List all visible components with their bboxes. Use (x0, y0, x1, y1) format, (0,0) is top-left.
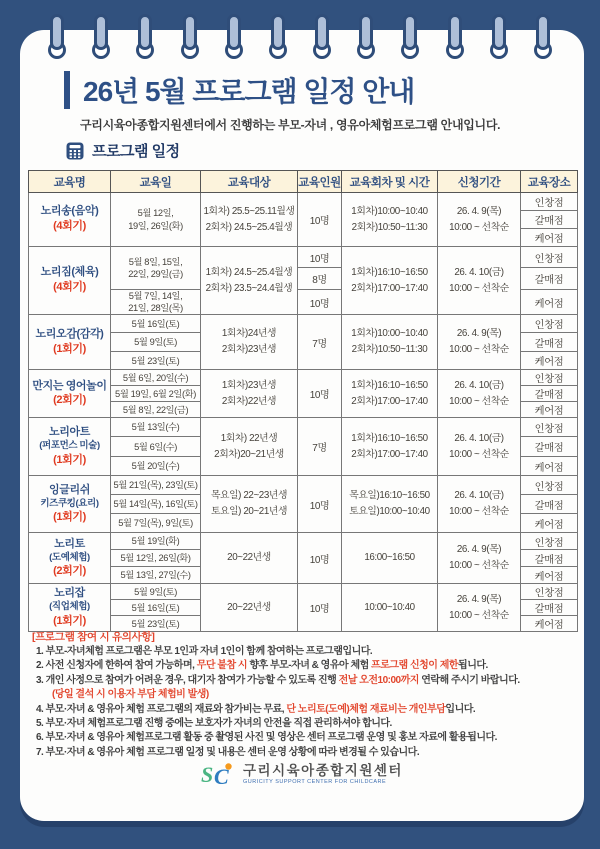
period-cell: 26. 4. 10(금) 10:00 ~ 선착순 (438, 370, 521, 418)
location-cell: 인창점 (521, 315, 578, 333)
notebook-card (20, 30, 584, 821)
time-cell: 1회차)10:00~10:40 2회차)10:50~11:30 (342, 193, 438, 247)
binder-ring (179, 14, 201, 66)
date-cell: 5월 6일, 20일(수) (111, 370, 201, 386)
program-name-cell: 노리잡 (직업체험) (1회기) (29, 584, 111, 632)
time-cell: 16:00~16:50 (342, 533, 438, 584)
column-header: 교육장소 (521, 171, 578, 193)
column-header: 신청기간 (438, 171, 521, 193)
location-cell: 갈매점 (521, 600, 578, 616)
location-cell: 케어점 (521, 457, 578, 476)
column-header: 교육대상 (201, 171, 298, 193)
date-cell: 5월 14일(목), 16일(토) (111, 495, 201, 514)
notes-list (32, 645, 578, 760)
note-item: (당일 결석 시 이용자 부담 체험비 발생) (52, 689, 209, 701)
program-name-cell: 노리송(음악) (4회기) (29, 193, 111, 247)
table-row (29, 193, 578, 211)
location-cell: 갈매점 (521, 211, 578, 229)
period-cell: 26. 4. 9(목) 10:00 ~ 선착순 (438, 533, 521, 584)
location-cell: 갈매점 (521, 550, 578, 567)
footer (20, 760, 584, 788)
binder-ring (267, 14, 289, 66)
note-item: 7. 부모·자녀 & 영유아 체험 프로그램 일정 및 내용은 센터 운영 상황에 따라 변경될 수 있습니다. (36, 746, 420, 758)
date-cell: 5월 12일, 19일, 26일(화) (111, 193, 201, 247)
location-cell: 갈매점 (521, 386, 578, 402)
svg-text:S: S (201, 762, 214, 787)
schedule-table-body (29, 193, 578, 632)
date-cell: 5월 8일, 22일(금) (111, 402, 201, 418)
time-cell: 목요일)16:10~16:50 토요일)10:00~10:40 (342, 476, 438, 533)
target-cell: 목요일) 22~23년생 토요일) 20~21년생 (201, 476, 298, 533)
time-cell: 1회차)16:10~16:50 2회차)17:00~17:40 (342, 370, 438, 418)
ring-pin (271, 14, 285, 50)
date-cell: 5월 23일(토) (111, 616, 201, 632)
ring-pin (403, 14, 417, 50)
table-row (29, 370, 578, 386)
binder-ring (223, 14, 245, 66)
note-item: 1. 부모-자녀체험 프로그램은 부모 1인과 자녀 1인이 함께 참여하는 프로그램입니다. (36, 646, 373, 657)
target-cell: 1회차) 25.5~25.11월생 2회차) 24.5~25.4월생 (201, 193, 298, 247)
capacity-cell: 10명 (298, 476, 342, 533)
capacity-cell: 7명 (298, 418, 342, 476)
center-name-en: GURICITY SUPPORT CENTER FOR CHILDCARE (243, 778, 387, 785)
binder-ring (488, 14, 510, 66)
ring-pin (492, 14, 506, 50)
ring-pin (50, 14, 64, 50)
binder-ring (444, 14, 466, 66)
location-cell: 케어점 (521, 402, 578, 418)
period-cell: 26. 4. 9(목) 10:00 ~ 선착순 (438, 315, 521, 370)
column-header: 교육명 (29, 171, 111, 193)
target-cell: 1회차)23년생 2회차)22년생 (201, 370, 298, 418)
location-cell: 인창점 (521, 533, 578, 550)
capacity-cell: 10명 (298, 193, 342, 247)
location-cell: 갈매점 (521, 495, 578, 514)
location-cell: 인창점 (521, 476, 578, 495)
capacity-cell: 7명 (298, 315, 342, 370)
binder-ring (399, 14, 421, 66)
location-cell: 케어점 (521, 290, 578, 315)
binder-ring (134, 14, 156, 66)
schedule-table (28, 170, 578, 632)
location-cell: 인창점 (521, 418, 578, 437)
target-cell: 1회차)24년생 2회차)23년생 (201, 315, 298, 370)
center-logo (201, 760, 403, 788)
calendar-icon (66, 142, 84, 160)
time-cell: 1회차)16:10~16:50 2회차)17:00~17:40 (342, 418, 438, 476)
program-name-cell: 노리짐(체육) (4회기) (29, 247, 111, 315)
ring-pin (94, 14, 108, 50)
title-row (64, 70, 414, 110)
column-header: 교육회차 및 시간 (342, 171, 438, 193)
location-cell: 케어점 (521, 616, 578, 632)
program-name-cell: 노리아트 (퍼포먼스 미술) (1회기) (29, 418, 111, 476)
location-cell: 인창점 (521, 193, 578, 211)
period-cell: 26. 4. 9(목) 10:00 ~ 선착순 (438, 584, 521, 632)
page-title: 26년 5월 프로그램 일정 안내 (83, 76, 415, 107)
location-cell: 인창점 (521, 247, 578, 268)
table-header-row (29, 171, 578, 193)
note-item: 3. 개인 사정으로 참여가 어려운 경우, 대기자 참여가 가능할 수 있도록 진행 전날 오전10:00까지 연락해 주시기 바랍니다. (36, 674, 520, 686)
binder-ring (90, 14, 112, 66)
date-cell: 5월 20일(수) (111, 457, 201, 476)
binder-ring (46, 14, 68, 66)
date-cell: 5월 13일, 27일(수) (111, 567, 201, 584)
table-row (29, 584, 578, 600)
date-cell: 5월 9일(토) (111, 333, 201, 352)
program-name-cell: 노리오감(감각) (1회기) (29, 315, 111, 370)
note-item: 6. 부모·자녀 & 영유아 체험프로그램 활동 중 촬영된 사진 및 영상은 센터 프로그램 운영 및 홍보 자료에 활용됩니다. (36, 732, 497, 744)
program-name-cell: 잉글리쉬 키즈쿠킹(요리) (1회기) (29, 476, 111, 533)
location-cell: 갈매점 (521, 437, 578, 457)
ring-pin (315, 14, 329, 50)
time-cell: 1회차)10:00~10:40 2회차)10:50~11:30 (342, 315, 438, 370)
program-name-cell: 노리토 (도예체험) (2회기) (29, 533, 111, 584)
date-cell: 5월 8일, 15일, 22일, 29일(금) (111, 247, 201, 290)
title-accent-bar (64, 71, 70, 109)
table-row (29, 476, 578, 495)
location-cell: 케어점 (521, 514, 578, 533)
location-cell: 갈매점 (521, 333, 578, 352)
center-name: 구리시육아종합지원센터 (243, 762, 403, 778)
date-cell: 5월 16일(토) (111, 315, 201, 333)
target-cell: 1회차) 22년생 2회차)20~21년생 (201, 418, 298, 476)
ring-pin (448, 14, 462, 50)
date-cell: 5월 19일, 6월 2일(화) (111, 386, 201, 402)
notes-title: [프로그램 참여 시 유의사항] (32, 631, 155, 643)
capacity-cell: 10명 (298, 533, 342, 584)
ring-pin (227, 14, 241, 50)
date-cell: 5월 9일(토) (111, 584, 201, 600)
svg-text:C: C (214, 764, 229, 788)
table-row (29, 315, 578, 333)
target-cell: 1회차) 24.5~25.4월생 2회차) 23.5~24.4월생 (201, 247, 298, 315)
period-cell: 26. 4. 9(목) 10:00 ~ 선착순 (438, 193, 521, 247)
date-cell: 5월 6일(수) (111, 437, 201, 457)
target-cell: 20~22년생 (201, 533, 298, 584)
section-header (66, 140, 180, 161)
location-cell: 케어점 (521, 567, 578, 584)
note-item: 5. 부모·자녀 체험프로그램 진행 중에는 보호자가 자녀의 안전을 직접 관리하셔야 합니다. (36, 718, 392, 730)
table-row (29, 247, 578, 268)
date-cell: 5월 13일(수) (111, 418, 201, 437)
program-name-cell: 만지는 영어놀이 (2회기) (29, 370, 111, 418)
ring-pin (183, 14, 197, 50)
period-cell: 26. 4. 10(금) 10:00 ~ 선착순 (438, 476, 521, 533)
location-cell: 갈매점 (521, 268, 578, 290)
binder-ring (532, 14, 554, 66)
binder-rings (0, 14, 600, 70)
period-cell: 26. 4. 10(금) 10:00 ~ 선착순 (438, 247, 521, 315)
date-cell: 5월 7일(목), 9일(토) (111, 514, 201, 533)
capacity-cell: 10명 (298, 290, 342, 315)
location-cell: 케어점 (521, 229, 578, 247)
schedule-table-wrap (28, 170, 578, 632)
time-cell: 10:00~10:40 (342, 584, 438, 632)
section-title: 프로그램 일정 (92, 143, 180, 160)
ring-pin (138, 14, 152, 50)
binder-ring (311, 14, 333, 66)
period-cell: 26. 4. 10(금) 10:00 ~ 선착순 (438, 418, 521, 476)
table-row (29, 418, 578, 437)
date-cell: 5월 12일, 26일(화) (111, 550, 201, 567)
note-item: 4. 부모·자녀 & 영유아 체험 프로그램의 재료와 참가비는 무료, 단 노리토(도예)체험 재료비는 개인부담입니다. (36, 703, 476, 715)
ring-pin (536, 14, 550, 50)
capacity-cell: 8명 (298, 268, 342, 290)
note-item: 2. 사전 신청자에 한하여 참여 가능하며, 무단 불참 시 향후 부모-자녀 & 영유아 체험 프로그램 신청이 제한됩니다. (36, 660, 488, 672)
ring-pin (359, 14, 373, 50)
date-cell: 5월 21일(목), 23일(토) (111, 476, 201, 495)
column-header: 교육인원 (298, 171, 342, 193)
capacity-cell: 10명 (298, 584, 342, 632)
table-row (29, 533, 578, 550)
target-cell: 20~22년생 (201, 584, 298, 632)
binder-ring (355, 14, 377, 66)
location-cell: 인창점 (521, 584, 578, 600)
date-cell: 5월 16일(토) (111, 600, 201, 616)
center-logo-mark (201, 760, 237, 788)
capacity-cell: 10명 (298, 247, 342, 268)
time-cell: 1회차)16:10~16:50 2회차)17:00~17:40 (342, 247, 438, 315)
date-cell: 5월 23일(토) (111, 352, 201, 370)
location-cell: 케어점 (521, 352, 578, 370)
column-header: 교육일 (111, 171, 201, 193)
location-cell: 인창점 (521, 370, 578, 386)
date-cell: 5월 7일, 14일, 21일, 28일(목) (111, 290, 201, 315)
notes-section (32, 630, 578, 760)
date-cell: 5월 19일(화) (111, 533, 201, 550)
capacity-cell: 10명 (298, 370, 342, 418)
page-subtitle: 구리시육아종합지원센터에서 진행하는 부모-자녀 , 영유아체험프로그램 안내입니다. (80, 118, 501, 132)
